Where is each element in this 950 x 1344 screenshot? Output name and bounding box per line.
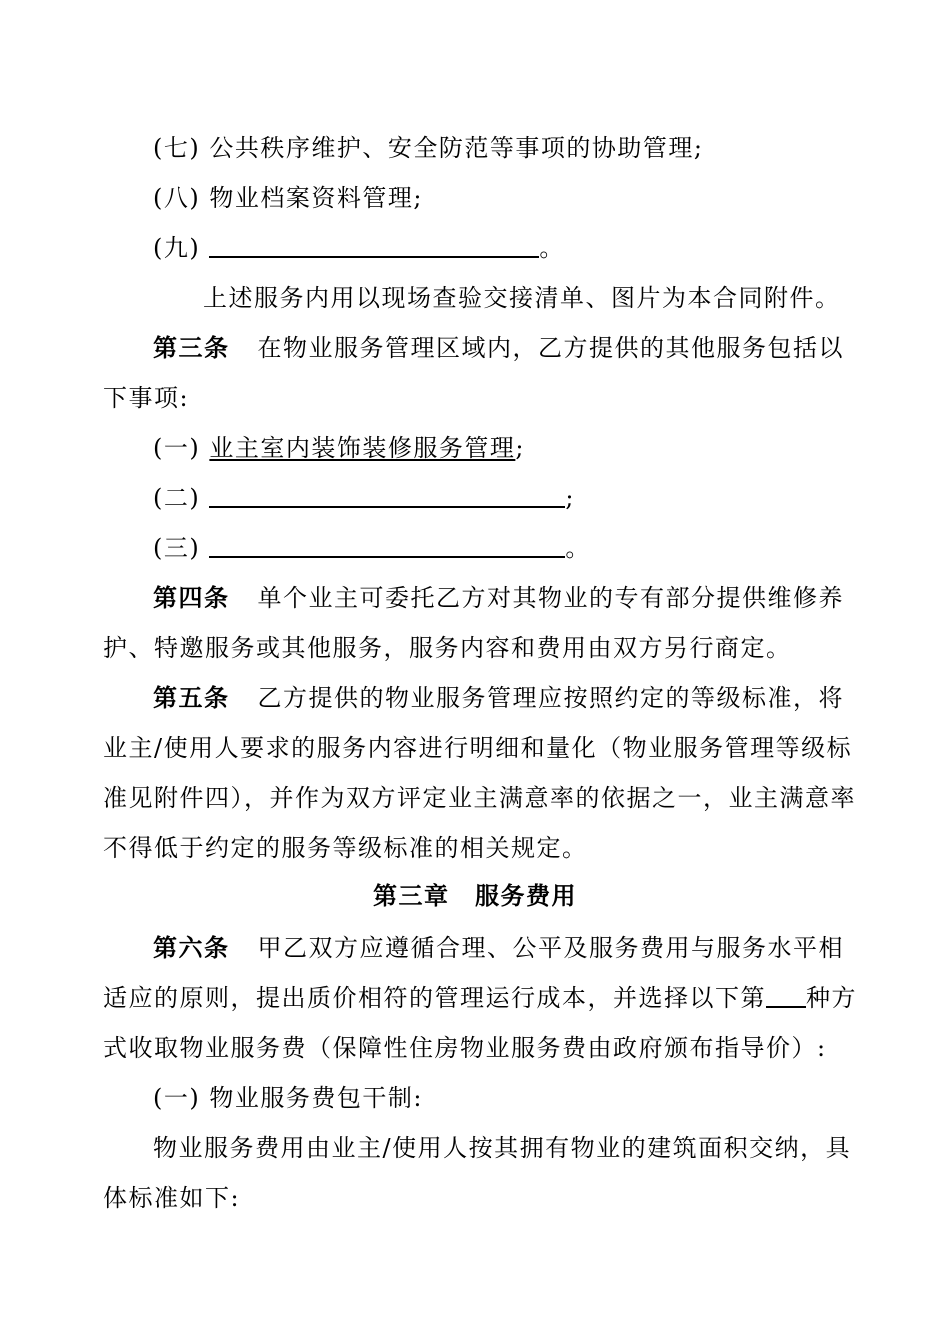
article-6-line-2 bbox=[103, 983, 863, 1013]
article-6-line-2-end: 种方 bbox=[806, 984, 857, 1012]
article-3-continued: 下事项: bbox=[103, 384, 190, 412]
item-9 bbox=[153, 233, 913, 263]
article-5-heading: 第五条 bbox=[153, 683, 230, 712]
attachment-note: 上述服务内用以现场查验交接清单、图片为本合同附件。 bbox=[203, 284, 841, 312]
service-item-2-suffix: ; bbox=[565, 484, 575, 512]
service-item-2 bbox=[153, 483, 913, 513]
article-4-text: 单个业主可委托乙方对其物业的专有部分提供维修养 bbox=[257, 584, 844, 612]
chapter-heading: 第三章 服务费用 bbox=[373, 881, 577, 910]
article-4 bbox=[153, 583, 913, 613]
article-4-continued: 护、特邀服务或其他服务，服务内容和费用由双方另行商定。 bbox=[103, 634, 792, 662]
article-5-text: 乙方提供的物业服务管理应按照约定的等级标准，将 bbox=[257, 684, 844, 712]
fee-option-1-text-continued: 体标准如下: bbox=[103, 1184, 241, 1212]
article-3-text: 在物业服务管理区域内，乙方提供的其他服务包括以 bbox=[257, 334, 844, 362]
service-item-1 bbox=[153, 433, 913, 463]
service-item-2-blank[interactable] bbox=[209, 484, 565, 508]
fee-method-blank[interactable] bbox=[766, 984, 806, 1008]
article-6 bbox=[153, 933, 913, 963]
service-item-1-value: 业主室内装饰装修服务管理 bbox=[209, 434, 516, 462]
article-5-line-2: 业主/使用人要求的服务内容进行明细和量化（物业服务管理等级标 bbox=[103, 734, 853, 762]
article-3-heading: 第三条 bbox=[153, 333, 230, 362]
article-4-heading: 第四条 bbox=[153, 583, 230, 612]
service-item-3-suffix: 。 bbox=[565, 534, 591, 562]
article-6-line-2-text: 适应的原则，提出质价相符的管理运行成本，并选择以下第 bbox=[103, 984, 766, 1012]
service-item-3 bbox=[153, 533, 913, 563]
fee-option-1: (一) 物业服务费包干制: bbox=[153, 1084, 423, 1112]
article-5-line-4: 不得低于约定的服务等级标准的相关规定。 bbox=[103, 834, 588, 862]
article-6-text: 甲乙双方应遵循合理、公平及服务费用与服务水平相 bbox=[257, 934, 844, 962]
service-item-3-blank[interactable] bbox=[209, 534, 565, 558]
service-item-3-prefix: (三) bbox=[153, 534, 201, 562]
article-6-line-3: 式收取物业服务费（保障性住房物业服务费由政府颁布指导价）: bbox=[103, 1034, 827, 1062]
service-item-2-prefix: (二) bbox=[153, 484, 201, 512]
item-9-prefix: (九) bbox=[153, 234, 201, 262]
item-8: (八) 物业档案资料管理; bbox=[153, 184, 423, 212]
item-9-suffix: 。 bbox=[539, 234, 565, 262]
item-7: (七) 公共秩序维护、安全防范等事项的协助管理; bbox=[153, 134, 704, 162]
article-5-line-3: 准见附件四），并作为双方评定业主满意率的依据之一，业主满意率 bbox=[103, 784, 856, 812]
service-item-1-suffix: ; bbox=[515, 434, 525, 462]
article-3 bbox=[153, 333, 913, 363]
fee-option-1-text: 物业服务费用由业主/使用人按其拥有物业的建筑面积交纳，具 bbox=[153, 1134, 852, 1162]
item-9-blank[interactable] bbox=[209, 234, 539, 258]
article-6-heading: 第六条 bbox=[153, 933, 230, 962]
article-5 bbox=[153, 683, 913, 713]
service-item-1-prefix: (一) bbox=[153, 434, 201, 462]
